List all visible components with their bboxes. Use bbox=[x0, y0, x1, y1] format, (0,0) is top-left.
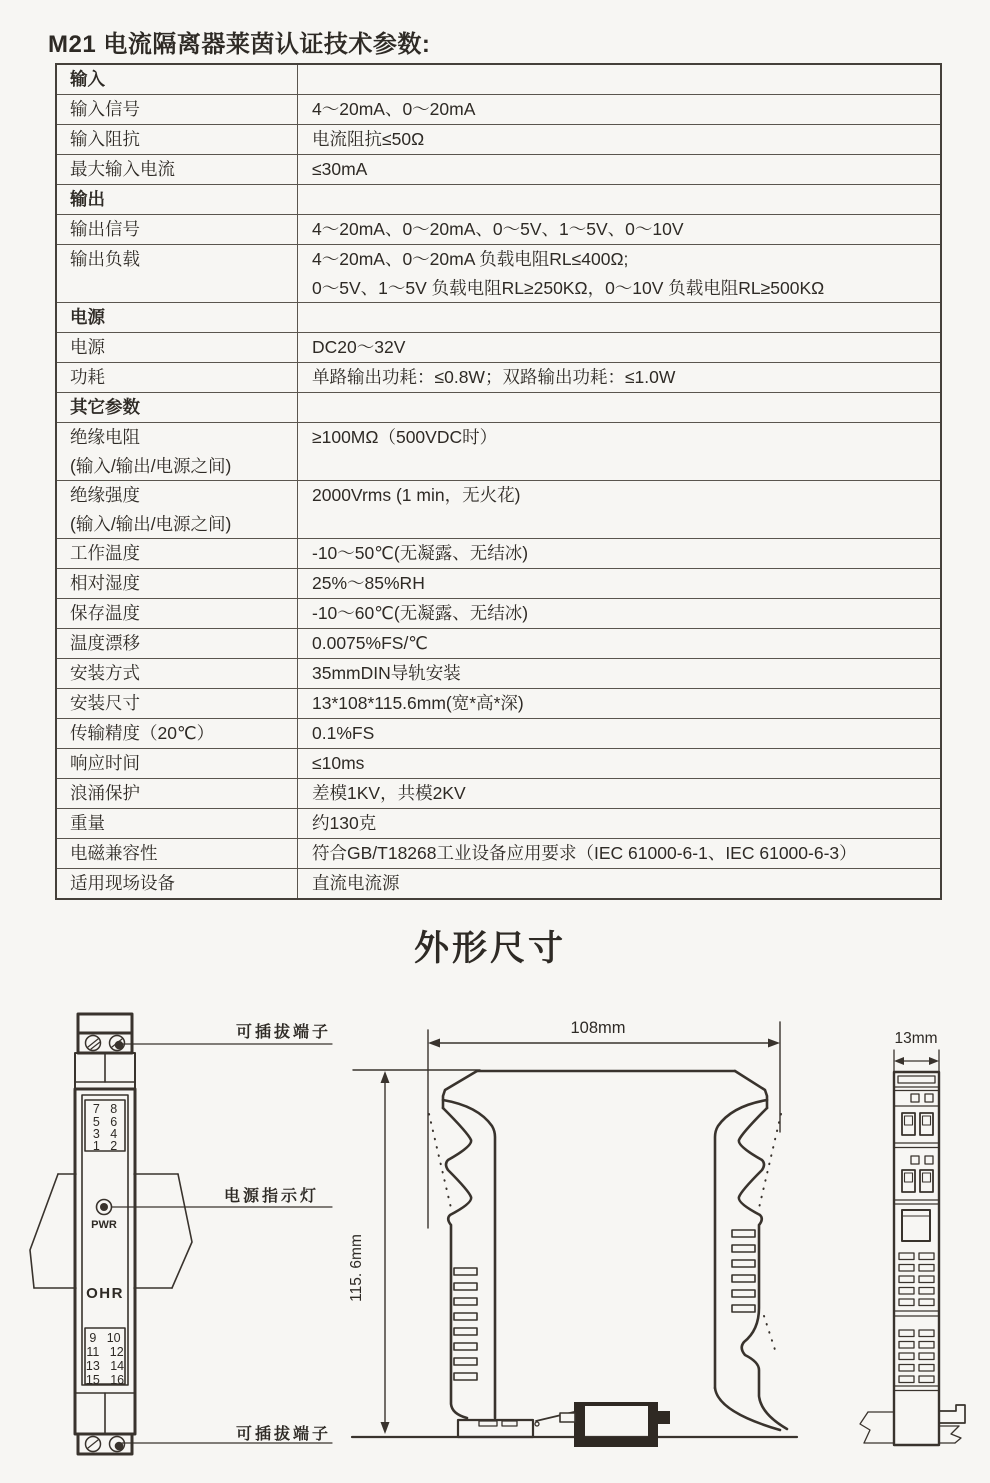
pluggable-terminal-label-top: 可插拔端子 bbox=[236, 1024, 332, 1041]
spec-value: 约130克 bbox=[312, 813, 377, 833]
spec-value: 35mmDIN导轨安装 bbox=[312, 663, 461, 683]
spec-section-row bbox=[57, 65, 940, 94]
spec-value: 差模1KV，共模2KV bbox=[312, 783, 466, 803]
spec-label: 输入 bbox=[57, 65, 298, 94]
spec-value: ≤30mA bbox=[312, 159, 368, 179]
spec-value bbox=[298, 303, 940, 332]
spec-value bbox=[298, 185, 940, 214]
spec-row bbox=[57, 628, 940, 658]
pwr-label: PWR bbox=[91, 1219, 117, 1231]
spec-row bbox=[57, 538, 940, 568]
spec-label: 重量 bbox=[57, 809, 298, 838]
spec-section-row bbox=[57, 392, 940, 422]
spec-row bbox=[57, 362, 940, 392]
front-view-drawing bbox=[20, 1000, 350, 1478]
spec-value: 电流阻抗≤50Ω bbox=[312, 129, 425, 149]
brand-logo: OHR bbox=[86, 1285, 124, 1302]
vent-slats bbox=[454, 1230, 755, 1380]
spec-value: 13*108*115.6mm(宽*高*深) bbox=[312, 693, 524, 713]
spec-label: 输入信号 bbox=[57, 95, 298, 124]
spec-label: 电源 bbox=[57, 333, 298, 362]
spec-value bbox=[298, 245, 940, 302]
spec-section-row bbox=[57, 184, 940, 214]
spec-label: 输出信号 bbox=[57, 215, 298, 244]
terminal-numbers-row: 11 12 bbox=[86, 1345, 124, 1359]
spec-value: 25%～85%RH bbox=[312, 573, 425, 593]
terminal-numbers-row: 15 16 bbox=[85, 1373, 125, 1387]
outline-dimensions-title: 外形尺寸 bbox=[413, 929, 566, 968]
spec-label bbox=[57, 423, 298, 480]
spec-value: 4～20mA、0～20mA bbox=[312, 99, 476, 119]
terminal-numbers-row: 7 8 bbox=[92, 1102, 118, 1116]
mount-foot bbox=[458, 1412, 574, 1437]
spec-label: 适用现场设备 bbox=[57, 869, 298, 898]
spec-table bbox=[55, 63, 942, 900]
spec-label: 响应时间 bbox=[57, 749, 298, 778]
spec-value: 直流电流源 bbox=[312, 873, 400, 893]
spec-row bbox=[57, 778, 940, 808]
clip-tab bbox=[560, 1413, 575, 1422]
spec-label: 最大输入电流 bbox=[57, 155, 298, 184]
spec-section-row bbox=[57, 302, 940, 332]
module-end bbox=[894, 1072, 939, 1445]
power-indicator-label: 电源指示灯 bbox=[224, 1188, 320, 1205]
module-front bbox=[75, 1014, 135, 1454]
spec-label-line: (输入/输出/电源之间) bbox=[70, 513, 232, 534]
din-clip bbox=[574, 1402, 670, 1447]
spec-label-line: 绝缘电阻 bbox=[70, 427, 140, 447]
terminal-numbers-row: 9 10 bbox=[89, 1331, 121, 1345]
spec-row bbox=[57, 124, 940, 154]
spec-row bbox=[57, 748, 940, 778]
spec-label: 电磁兼容性 bbox=[57, 839, 298, 868]
spec-label: 浪涌保护 bbox=[57, 779, 298, 808]
spec-value: -10～60℃(无凝露、无结冰) bbox=[312, 603, 529, 623]
spec-label-line: (输入/输出/电源之间) bbox=[70, 455, 232, 476]
arrowheads bbox=[381, 1039, 781, 1435]
spec-row bbox=[57, 838, 940, 868]
spec-value: 单路输出功耗：≤0.8W；双路输出功耗：≤1.0W bbox=[312, 367, 676, 387]
spec-row bbox=[57, 568, 940, 598]
page-title: M21 电流隔离器莱茵认证技术参数: bbox=[48, 31, 431, 58]
spec-row bbox=[57, 598, 940, 628]
spec-row bbox=[57, 332, 940, 362]
spec-value bbox=[298, 65, 940, 94]
spec-value: 4～20mA、0～20mA、0～5V、1～5V、0～10V bbox=[312, 219, 684, 239]
spec-label: 安装尺寸 bbox=[57, 689, 298, 718]
spec-row bbox=[57, 658, 940, 688]
spec-value: DC20～32V bbox=[312, 337, 406, 357]
pluggable-terminal-label-bottom: 可插拔端子 bbox=[236, 1426, 332, 1443]
spec-value: 0.0075%FS/℃ bbox=[312, 633, 428, 653]
dotted-lines bbox=[429, 1114, 781, 1356]
spec-value: 2000Vrms (1 min，无火花) bbox=[312, 485, 521, 505]
spec-row bbox=[57, 422, 940, 480]
spec-label: 输出 bbox=[57, 185, 298, 214]
spec-row bbox=[57, 214, 940, 244]
spec-row bbox=[57, 688, 940, 718]
din-rail-edge bbox=[860, 1405, 965, 1443]
width-dimension: 108mm bbox=[570, 1019, 626, 1037]
spec-label: 工作温度 bbox=[57, 539, 298, 568]
vent-slats bbox=[894, 1253, 939, 1391]
din-rail bbox=[30, 1174, 192, 1288]
height-dimension: 115. 6mm bbox=[348, 1234, 365, 1302]
spec-value bbox=[298, 393, 940, 422]
spec-value-line: 0～5V、1～5V 负载电阻RL≥250KΩ，0～10V 负载电阻RL≥500KΩ bbox=[312, 277, 825, 298]
spec-label: 功耗 bbox=[57, 363, 298, 392]
spec-label: 其它参数 bbox=[57, 393, 298, 422]
spec-row bbox=[57, 244, 940, 302]
spec-value: ≤10ms bbox=[312, 753, 365, 773]
spec-value: ≥100MΩ（500VDC时） bbox=[312, 427, 498, 447]
terminal-numbers-row: 1 2 bbox=[92, 1139, 118, 1153]
spec-row bbox=[57, 718, 940, 748]
side-view-drawing bbox=[340, 1000, 820, 1483]
spec-value: -10～50℃(无凝露、无结冰) bbox=[312, 543, 529, 563]
end-view-drawing bbox=[855, 1010, 990, 1483]
spec-label: 安装方式 bbox=[57, 659, 298, 688]
terminal-numbers-row: 13 14 bbox=[85, 1359, 125, 1373]
leader-lines bbox=[112, 1044, 332, 1443]
spec-row bbox=[57, 808, 940, 838]
spec-label: 输入阻抗 bbox=[57, 125, 298, 154]
spec-label: 输出负载 bbox=[57, 245, 298, 302]
spec-label: 相对湿度 bbox=[57, 569, 298, 598]
spec-row bbox=[57, 154, 940, 184]
spec-row bbox=[57, 94, 940, 124]
spec-label: 保存温度 bbox=[57, 599, 298, 628]
width-dimension: 13mm bbox=[894, 1030, 938, 1047]
spec-label-line: 绝缘强度 bbox=[70, 485, 140, 505]
spec-label: 传输精度（20℃） bbox=[57, 719, 298, 748]
spec-label: 电源 bbox=[57, 303, 298, 332]
spec-row bbox=[57, 868, 940, 898]
spec-row bbox=[57, 480, 940, 538]
terminal-numbers-row: 5 6 bbox=[92, 1115, 118, 1129]
spec-label bbox=[57, 481, 298, 538]
terminal-numbers-row: 3 4 bbox=[92, 1127, 118, 1141]
spec-value: 0.1%FS bbox=[312, 723, 375, 743]
spec-value: 符合GB/T18268工业设备应用要求（IEC 61000-6-1、IEC 61000-6-3） bbox=[312, 843, 857, 863]
spec-label: 温度漂移 bbox=[57, 629, 298, 658]
spec-value-line: 4～20mA、0～20mA 负载电阻RL≤400Ω; bbox=[312, 249, 629, 269]
housing-profile bbox=[443, 1071, 787, 1430]
